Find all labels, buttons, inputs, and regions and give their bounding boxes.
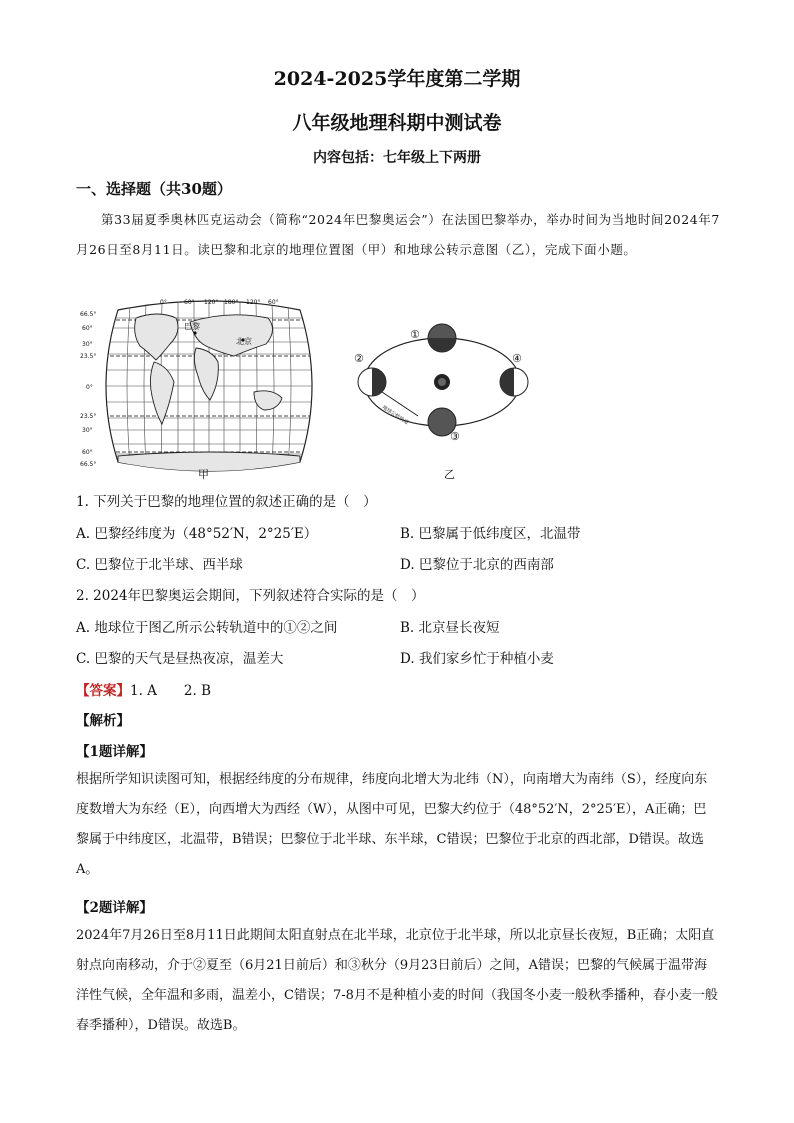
earth-1 — [428, 324, 456, 352]
lon-label: 60° — [184, 299, 195, 306]
question-1-option-a: A. 巴黎经纬度为（48°52′N，2°25′E） — [76, 526, 318, 542]
answer-tag: 【答案】 — [76, 683, 130, 699]
question-2-option-d: D. 我们家乡忙于种植小麦 — [400, 651, 554, 667]
exam-year-title: 2024-2025学年度第二学期 — [273, 68, 521, 90]
question-2-option-b: B. 北京昼长夜短 — [400, 620, 500, 636]
map-city-paris: 巴黎 — [184, 322, 200, 331]
question-intro: 第33届夏季奥林匹克运动会（简称“2024年巴黎奥运会”）在法国巴黎举办，举办时间为当地时间2024年7月26日至8月11日。读巴黎和北京的地理位置图（甲）和地球公转示意图（乙），完成下面小题。 — [76, 212, 720, 257]
q1-analysis-title: 【1题详解】 — [76, 744, 153, 760]
lon-label: 180° — [224, 299, 239, 306]
position-label-3: ③ — [450, 430, 460, 443]
lat-label: 66.5° — [80, 311, 97, 318]
exam-title: 八年级地理科期中测试卷 — [292, 112, 502, 134]
lon-label: 0° — [160, 299, 167, 306]
question-1-option-c: C. 巴黎位于北半球、西半球 — [76, 557, 243, 573]
question-2-option-a: A. 地球位于图乙所示公转轨道中的①②之间 — [76, 620, 338, 636]
lon-label: 60° — [268, 299, 279, 306]
q2-analysis-title: 【2题详解】 — [76, 900, 153, 916]
answer-line — [76, 679, 211, 699]
lat-label: 0° — [86, 384, 93, 391]
figure-right-caption: 乙 — [444, 468, 455, 481]
analysis-tag: 【解析】 — [76, 713, 130, 729]
lat-label: 60° — [82, 449, 93, 456]
lat-label: 30° — [82, 341, 93, 348]
position-label-2: ② — [354, 352, 364, 365]
q1-analysis-body: 根据所学知识读图可知，根据经纬度的分布规律，纬度向北增大为北纬（N），向南增大为南纬（S），经度向东度数增大为东经（E），向西增大为西经（W），从图中可见，巴黎大约位于（48°52′N，2°25′E），A正确；巴黎属于中纬度区，北温带，B错误；巴黎位于北半球、东半球，C错误；巴黎位于北京的西北部，D错误。故选A。 — [76, 772, 708, 877]
world-map-figure — [78, 296, 340, 480]
question-1-option-b: B. 巴黎属于低纬度区，北温带 — [400, 526, 581, 542]
question-2-option-c: C. 巴黎的天气是昼热夜凉，温差大 — [76, 651, 284, 667]
lon-label: 120° — [246, 299, 261, 306]
exam-scope: 内容包括：七年级上下两册 — [313, 150, 481, 166]
section-title: 一、选择题（共30题） — [76, 180, 232, 198]
lon-label: 120° — [204, 299, 219, 306]
lat-label: 23.5° — [80, 353, 97, 360]
question-2-stem: 2. 2024年巴黎奥运会期间，下列叙述符合实际的是（ ） — [76, 588, 425, 604]
question-1-option-d: D. 巴黎位于北京的西南部 — [400, 557, 554, 573]
lat-label: 66.5° — [80, 461, 97, 468]
map-city-beijing: 北京 — [236, 337, 252, 346]
lat-label: 60° — [82, 325, 93, 332]
question-1-stem: 1. 下列关于巴黎的地理位置的叙述正确的是（ ） — [76, 494, 377, 510]
earth-2 — [358, 368, 386, 396]
earth-4 — [500, 368, 528, 396]
orbit-label: 地球公转轨道 — [380, 404, 410, 427]
orbit-figure — [352, 320, 552, 480]
lat-label: 30° — [82, 427, 93, 434]
position-label-4: ④ — [512, 352, 522, 365]
figure-left-caption: 甲 — [198, 468, 209, 481]
q2-analysis-body: 2024年7月26日至8月11日此期间太阳直射点在北半球，北京位于北半球，所以北京昼长夜短，B正确；太阳直射点向南移动，介于②夏至（6月21日前后）和③秋分（9月23日前后）之间，A错误；巴黎的气候属于温带海洋性气候，全年温和多雨，温差小，C错误；7-8月不是种植小麦的时间（我国冬小麦一般秋季播种，春小麦一般春季播种），D错误。故选B。 — [76, 928, 718, 1033]
paris-marker — [193, 331, 196, 334]
answer-text: 1. A 2. B — [130, 683, 212, 699]
lat-label: 23.5° — [80, 413, 97, 420]
position-label-1: ① — [410, 328, 420, 341]
